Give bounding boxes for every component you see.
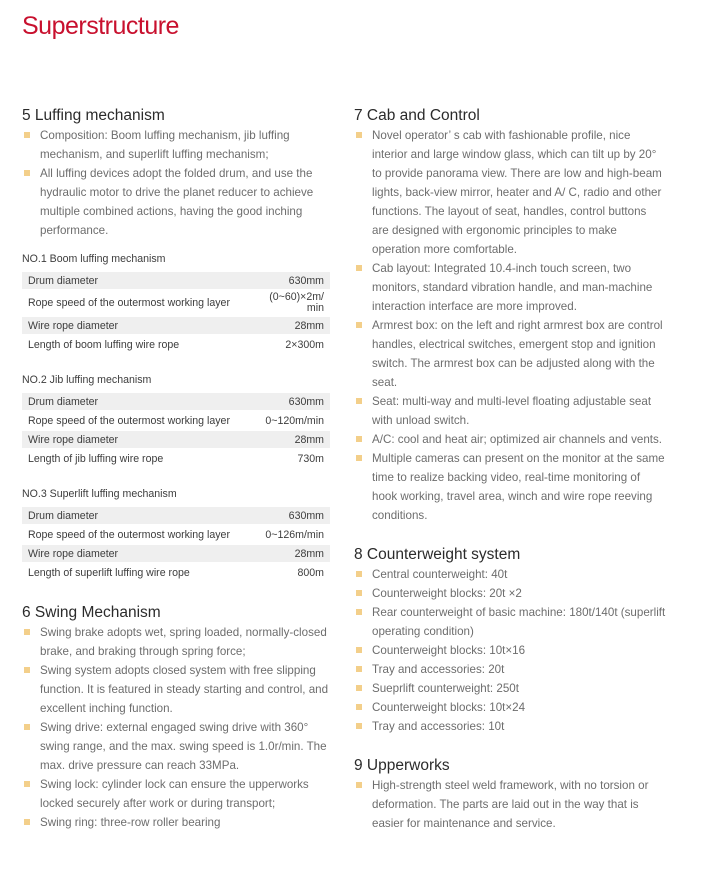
spec-label: Drum diameter bbox=[22, 507, 244, 524]
spec-label: Wire rope diameter bbox=[22, 431, 244, 448]
left-column bbox=[22, 106, 332, 832]
spec-value: 0~126m/min bbox=[265, 528, 324, 541]
spec-value: 630mm bbox=[244, 507, 330, 524]
table-row bbox=[22, 526, 330, 543]
table-row bbox=[22, 450, 330, 467]
list-item: Seat: multi-way and multi-level floating adjustable seat with unload switch. bbox=[354, 392, 666, 430]
list-item: Novel operator’ s cab with fashionable profile, nice interior and large window glass, which can tilt up by 20° to provide panorama view. There are low and high-beam lights, back-view mirror, heater and A/ C, radio and other functions. The layout of seat, handles, control buttons are designed with ergonomic principles to make operation more comfortable. bbox=[354, 126, 666, 259]
table-row bbox=[22, 545, 330, 562]
spec-value: (0~60)×2m/ min bbox=[269, 291, 324, 314]
spec-label: Rope speed of the outermost working layer bbox=[28, 297, 230, 309]
list-item: Swing brake adopts wet, spring loaded, normally-closed brake, and braking through spring force; bbox=[22, 623, 332, 661]
list-item: Swing lock: cylinder lock can ensure the upperworks locked securely after work or during transport; bbox=[22, 775, 332, 813]
spec-value: 730m bbox=[297, 452, 324, 465]
list-item: Counterweight blocks: 10t×16 bbox=[354, 641, 666, 660]
list-item: Counterweight blocks: 10t×24 bbox=[354, 698, 666, 717]
table-row bbox=[22, 507, 330, 524]
list-item: Swing ring: three-row roller bearing bbox=[22, 813, 332, 832]
table-row bbox=[22, 412, 330, 429]
list-item: Multiple cameras can present on the monitor at the same time to realize backing video, real-time monitoring of hook working, travel area, winch and wire rope reeving conditions. bbox=[354, 449, 666, 525]
spec-value: 0~120m/min bbox=[265, 414, 324, 427]
spec-table-jib bbox=[22, 391, 330, 469]
luffing-bullet-list bbox=[22, 126, 332, 240]
list-item: Armrest box: on the left and right armrest box are control handles, electrical switches, emergent stop and ignition switch. The armrest box can be adjusted along with the seat. bbox=[354, 316, 666, 392]
spec-label: Drum diameter bbox=[22, 393, 244, 410]
upperworks-bullet-list bbox=[354, 776, 666, 833]
table-row bbox=[22, 564, 330, 581]
table-row bbox=[22, 431, 330, 448]
page-title: Superstructure bbox=[22, 12, 179, 40]
table-row bbox=[22, 291, 330, 315]
spec-label: Drum diameter bbox=[22, 272, 244, 289]
table-row bbox=[22, 317, 330, 334]
spec-value: 28mm bbox=[244, 431, 330, 448]
list-item: Cab layout: Integrated 10.4-inch touch screen, two monitors, standard vibration handle, and man-machine interaction interface are more improved. bbox=[354, 259, 666, 316]
spec-label: Rope speed of the outermost working layer bbox=[28, 414, 230, 427]
section-heading-cab: 7 Cab and Control bbox=[354, 107, 480, 124]
list-item: Rear counterweight of basic machine: 180t/140t (superlift operating condition) bbox=[354, 603, 666, 641]
section-heading-upperworks: 9 Upperworks bbox=[354, 757, 450, 774]
list-item: Central counterweight: 40t bbox=[354, 565, 666, 584]
counterweight-bullet-list bbox=[354, 565, 666, 736]
list-item: All luffing devices adopt the folded drum, and use the hydraulic motor to drive the planet reducer to achieve multiple combined actions, having the good inching performance. bbox=[22, 164, 332, 240]
spec-label: Wire rope diameter bbox=[22, 317, 244, 334]
spec-label: Length of boom luffing wire rope bbox=[28, 338, 180, 351]
spec-value: 2×300m bbox=[285, 338, 324, 351]
section-heading-swing: 6 Swing Mechanism bbox=[22, 604, 161, 621]
spec-label: Length of superlift luffing wire rope bbox=[28, 566, 190, 579]
table-title-boom: NO.1 Boom luffing mechanism bbox=[22, 253, 166, 265]
right-column bbox=[354, 106, 666, 833]
spec-label: Rope speed of the outermost working layer bbox=[28, 528, 230, 541]
table-row bbox=[22, 336, 330, 353]
spec-value: 630mm bbox=[244, 272, 330, 289]
list-item: High-strength steel weld framework, with no torsion or deformation. The parts are laid out in the way that is easier for maintenance and service. bbox=[354, 776, 666, 833]
list-item: Sueprlift counterweight: 250t bbox=[354, 679, 666, 698]
section-heading-counterweight: 8 Counterweight system bbox=[354, 546, 521, 563]
spec-table-boom bbox=[22, 270, 330, 355]
spec-label: Wire rope diameter bbox=[22, 545, 244, 562]
list-item: Tray and accessories: 20t bbox=[354, 660, 666, 679]
table-title-jib: NO.2 Jib luffing mechanism bbox=[22, 374, 152, 386]
table-row bbox=[22, 393, 330, 410]
list-item: Counterweight blocks: 20t ×2 bbox=[354, 584, 666, 603]
table-row bbox=[22, 272, 330, 289]
list-item: Tray and accessories: 10t bbox=[354, 717, 666, 736]
list-item: A/C: cool and heat air; optimized air channels and vents. bbox=[354, 430, 666, 449]
section-heading-luffing: 5 Luffing mechanism bbox=[22, 107, 165, 124]
spec-value: 630mm bbox=[244, 393, 330, 410]
list-item: Swing system adopts closed system with free slipping function. It is featured in steady starting and control, and excellent inching function. bbox=[22, 661, 332, 718]
list-item: Swing drive: external engaged swing drive with 360° swing range, and the max. swing speed is 1.0r/min. The max. drive pressure can reach 33MPa. bbox=[22, 718, 332, 775]
spec-value: 28mm bbox=[244, 317, 330, 334]
table-title-superlift: NO.3 Superlift luffing mechanism bbox=[22, 488, 177, 500]
list-item: Composition: Boom luffing mechanism, jib luffing mechanism, and superlift luffing mechanism; bbox=[22, 126, 332, 164]
spec-value: 28mm bbox=[244, 545, 330, 562]
spec-table-superlift bbox=[22, 505, 330, 583]
spec-label: Length of jib luffing wire rope bbox=[28, 452, 164, 465]
swing-bullet-list bbox=[22, 623, 332, 832]
spec-value: 800m bbox=[297, 566, 324, 579]
cab-bullet-list bbox=[354, 126, 666, 525]
